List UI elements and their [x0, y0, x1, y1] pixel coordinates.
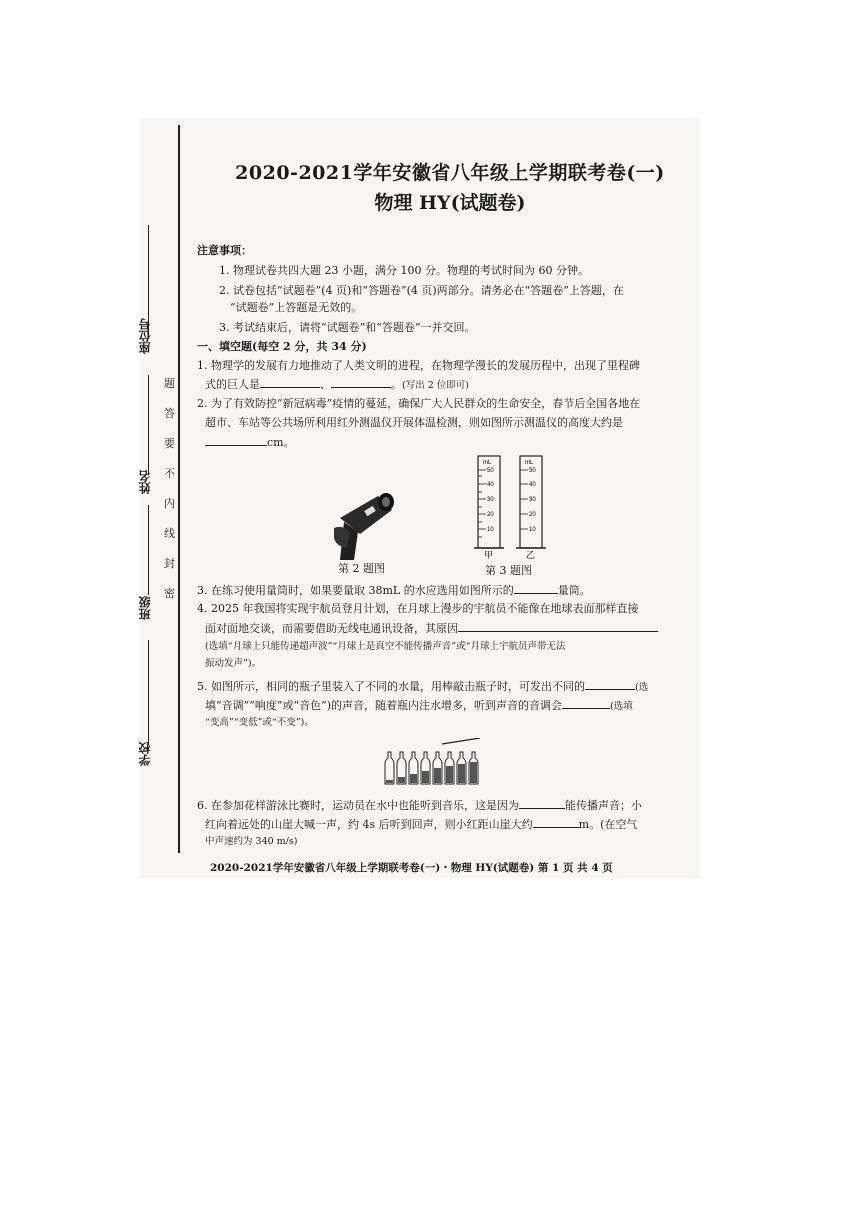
q6-text: 6. 在参加花样游泳比赛时，运动员在水中也能听到音乐，这是因为: [197, 799, 519, 812]
cylinder-a-label: 甲: [484, 551, 494, 560]
seal-char: 要: [164, 437, 175, 450]
question-3: [197, 582, 591, 598]
tick-label: 50: [529, 468, 536, 474]
seal-char: 封: [164, 557, 175, 570]
figure-3-caption: 第 3 题图: [485, 564, 532, 577]
question-5-line1: [197, 678, 648, 695]
question-4-note2: 振动发声”)。: [205, 658, 262, 669]
notice-item: “试题卷”上答题是无效的。: [230, 301, 363, 314]
tick-label: 30: [487, 497, 494, 503]
q5-text: 5. 如图所示，相同的瓶子里装入了不同的水量，用棒敲击瓶子时，可发出不同的: [197, 680, 585, 693]
answer-blank[interactable]: [260, 376, 320, 388]
section-heading: 一、填空题(每空 2 分，共 34 分): [197, 340, 367, 353]
question-2-line3: [205, 434, 295, 450]
figure-2-caption: 第 2 题图: [338, 562, 385, 575]
class-label: 班级: [138, 596, 152, 620]
seal-char: 密: [164, 587, 175, 600]
seal-char: 内: [164, 497, 175, 510]
q1-note: (写出 2 位即可): [402, 380, 469, 391]
question-4-note1: (选填“月球上只能传递超声波”“月球上是真空不能传播声音”或“月球上宇航员声带无法: [205, 641, 566, 652]
tick-label: 10: [487, 527, 494, 533]
notice-item: 3. 考试结束后，请将“试题卷”和“答题卷”一并交回。: [219, 321, 476, 334]
q5-note: (选: [635, 682, 649, 693]
name-label: 姓名: [138, 470, 152, 494]
notice-heading: 注意事项：: [197, 244, 252, 257]
answer-blank[interactable]: [514, 582, 558, 594]
measuring-cylinders-figure: [470, 452, 560, 560]
answer-blank[interactable]: [519, 797, 565, 809]
q2-unit: cm。: [267, 436, 295, 449]
seat-label: 座位号: [138, 318, 152, 354]
cylinder-a-unit: mL: [483, 460, 492, 466]
page-footer: 2020-2021学年安徽省八年级上学期联考卷(一)・物理 HY(试题卷) 第 1 页 共 4 页: [210, 862, 613, 874]
question-1-line2: [205, 376, 469, 393]
q6-text: m。(在空气: [578, 818, 638, 831]
q3-end: 量筒。: [557, 584, 591, 597]
notice-item: 2. 试卷包括“试题卷”(4 页)和“答题卷”(4 页)两部分。请务必在“答题卷”上答题，在: [219, 284, 624, 297]
seal-char: 不: [164, 467, 175, 480]
tick-label: 20: [487, 512, 494, 518]
cylinder-b-label: 乙: [526, 551, 536, 560]
question-4-line1: 4. 2025 年我国将实现宇航员登月计划，在月球上漫步的宇航员不能像在地球表面那样直接: [197, 602, 639, 615]
binding-line: [178, 125, 180, 853]
q5-note: (选填: [610, 701, 633, 712]
question-6-line2: [205, 816, 637, 832]
exam-title: 2020-2021学年安徽省八年级上学期联考卷(一): [235, 162, 665, 184]
answer-blank[interactable]: [533, 816, 579, 828]
answer-blank[interactable]: [331, 376, 391, 388]
exam-subtitle: 物理 HY(试题卷): [374, 192, 526, 214]
tick-label: 40: [529, 482, 536, 488]
question-4-line2: [205, 620, 658, 636]
q6-text: 红向着远处的山崖大喊一声，约 4s 后听到回声，则小红距山崖大约: [205, 818, 533, 831]
q5-text: 填“音调”“响度”或“音色”)的声音，随着瓶内注水增多，听到声音的音调会: [205, 699, 563, 712]
answer-blank[interactable]: [458, 620, 658, 632]
seal-char: 题: [164, 377, 175, 390]
answer-blank[interactable]: [205, 434, 267, 446]
tick-label: 40: [487, 482, 494, 488]
tick-label: 30: [529, 497, 536, 503]
answer-blank[interactable]: [562, 697, 610, 709]
answer-blank[interactable]: [585, 678, 635, 690]
seal-char: 答: [164, 407, 175, 420]
q1-sep: 、: [320, 378, 331, 391]
question-6-line3: 中声速约为 340 m/s): [205, 836, 298, 847]
tick-label: 10: [529, 527, 536, 533]
question-5-line2: [205, 697, 633, 714]
q1-end: 。: [391, 378, 402, 391]
cylinder-b-unit: mL: [525, 460, 534, 466]
q1-text: 式的巨人是: [205, 378, 260, 391]
q6-text: 能传播声音；小: [565, 799, 642, 812]
class-line: [148, 505, 149, 595]
question-5-line3: “变高”“变低”或“不变”)。: [205, 717, 314, 728]
notice-item: 1. 物理试卷共四大题 23 小题，满分 100 分。物理的考试时间为 60 分钟。: [219, 264, 589, 277]
question-1-line1: 1. 物理学的发展有力地推动了人类文明的进程，在物理学漫长的发展历程中，出现了里程碑: [197, 359, 640, 372]
question-2-line2: 超市、车站等公共场所利用红外测温仪开展体温检测，则如图所示测温仪的高度大约是: [205, 416, 623, 429]
school-label: 学校: [138, 742, 152, 766]
school-line: [148, 640, 149, 745]
question-6-line1: [197, 797, 642, 813]
q3-text: 3. 在练习使用量筒时，如果要量取 38mL 的水应选用如图所示的: [197, 584, 514, 597]
name-line: [148, 375, 149, 475]
infrared-thermometer-figure: [330, 488, 400, 563]
tick-label: 50: [487, 468, 494, 474]
bottles-figure: [384, 738, 494, 786]
tick-label: 20: [529, 512, 536, 518]
question-2-line1: 2. 为了有效防控“新冠病毒”疫情的蔓延，确保广大人民群众的生命安全，春节后全国各地在: [197, 397, 641, 410]
seal-char: 线: [164, 527, 175, 540]
q4-text: 面对面地交谈，而需要借助无线电通讯设备，其原因: [205, 622, 458, 635]
